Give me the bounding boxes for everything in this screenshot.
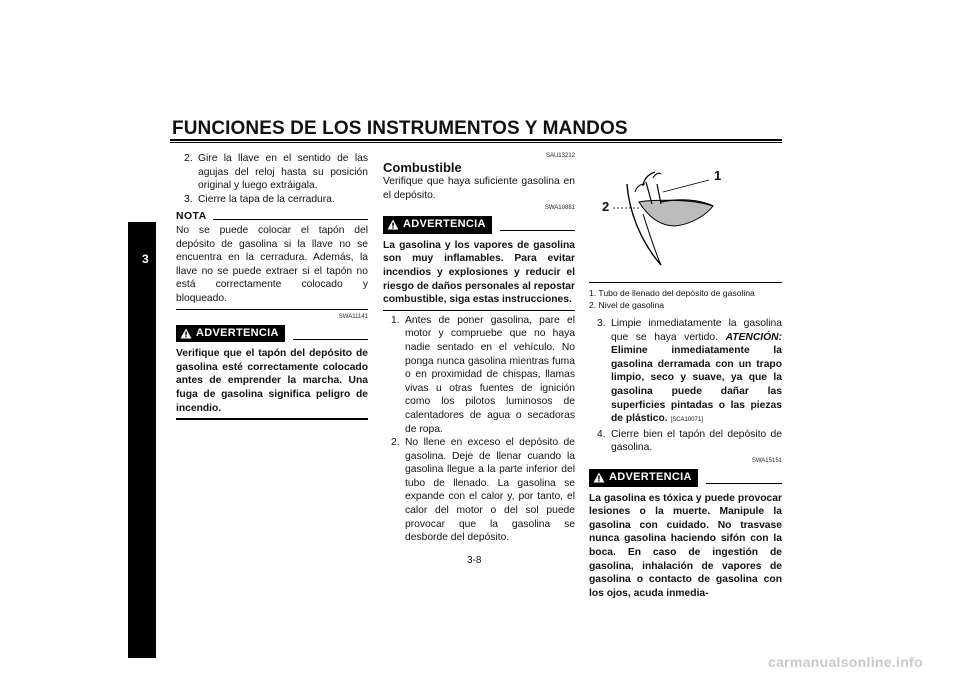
warning-end-rule bbox=[176, 418, 368, 420]
warning-text: La gasolina es tóxica y puede provocar lesiones o la muerte. Manipule la gasolina con cuidado. No trasvase nunca gasolina haciendo sifón con la boca. En caso de ingestión de gasolina, inhalación de vapores de gasolina o contacto de gasolina con los ojos, acuda inmedia- bbox=[589, 492, 782, 599]
step-number: 3. bbox=[597, 318, 606, 329]
section-code: SAU13212 bbox=[545, 153, 575, 159]
column-3 bbox=[589, 152, 782, 600]
warning-badge bbox=[589, 469, 698, 487]
step-2 bbox=[383, 436, 575, 545]
nota-heading bbox=[176, 210, 368, 224]
step-text bbox=[611, 317, 782, 428]
step-number: 1. bbox=[391, 314, 400, 326]
warning-text: La gasolina y los vapores de gasolina son muy inflamables. Para evitar incendios y explosiones y reducir el riesgo de daños personales al repostar combustible, siga estas instrucciones. bbox=[383, 239, 575, 306]
attention-label: ATENCIÓN: bbox=[725, 331, 782, 343]
warning-rule bbox=[706, 483, 782, 484]
warning-heading bbox=[383, 216, 575, 234]
warning-label: ADVERTENCIA bbox=[609, 470, 692, 483]
column-2 bbox=[383, 152, 575, 545]
watermark: carmanualsonline.info bbox=[768, 654, 923, 670]
warning-rule bbox=[500, 230, 575, 231]
step-number: 2. bbox=[391, 437, 400, 449]
warning-heading bbox=[176, 325, 368, 343]
step-4 bbox=[589, 428, 782, 455]
warning-badge bbox=[383, 216, 492, 234]
nota-label: NOTA bbox=[176, 210, 207, 223]
attention-code: [SCA10071] bbox=[670, 417, 703, 424]
warning-triangle-icon bbox=[593, 472, 605, 483]
nota-end-rule bbox=[176, 309, 368, 310]
chapter-number: 3 bbox=[142, 252, 149, 266]
step-text: Cierre bien el tapón del depósito de gasolina. bbox=[611, 428, 782, 454]
caption-2: 2. Nivel de gasolina bbox=[589, 300, 665, 310]
step-text: Antes de poner gasolina, pare el motor y compruebe que no haya nadie sentado en el vehículo. No ponga nunca gasolina mientras fuma o en proximidad de chispas, llamas vivas u otras fuentes de ignición como los pilotos luminosos de calentadores de agua o secadoras de ropa. bbox=[405, 314, 575, 435]
warning-code: SWA15151 bbox=[751, 457, 782, 464]
step-text: No llene en exceso el depósito de gasolina. Deje de llenar cuando la gasolina llegue a la parte inferior del tubo de llenado. La gasolina se expande con el calor y, por tanto, el calor del motor o del sol puede provocar que la gasolina se desborde del depósito. bbox=[405, 437, 575, 544]
step-number: 2. bbox=[184, 153, 193, 164]
warning-end-rule bbox=[383, 310, 575, 311]
step-2 bbox=[176, 152, 368, 193]
figure-label-2: 2 bbox=[602, 199, 610, 214]
step-number: 3. bbox=[184, 193, 193, 205]
warning-text: Verifique que el tapón del depósito de gasolina esté correctamente colocado antes de emprender la marcha. Una fuga de gasolina significa peligro de incendio. bbox=[176, 348, 368, 414]
caption-rule bbox=[589, 282, 782, 283]
nota-rule bbox=[213, 219, 368, 220]
step-3 bbox=[589, 317, 782, 428]
figure-label-1: 1 bbox=[714, 168, 722, 183]
step-text: Cierre la tapa de la cerradura. bbox=[198, 193, 335, 205]
section-intro: Verifique que haya suficiente gasolina en el depósito. bbox=[383, 176, 575, 201]
warning-label: ADVERTENCIA bbox=[403, 218, 486, 231]
step-text: Gire la llave en el sentido de las agujas del reloj hasta su posición original y luego extráigala. bbox=[198, 153, 368, 192]
warning-triangle-icon bbox=[387, 219, 399, 230]
attention-text: Elimine inmediatamente la gasolina derramada con un trapo limpio, seco y suave, ya que la gasolina puede dañar las superficies pintadas o las piezas de plástico. bbox=[611, 345, 782, 425]
header-rule-thin bbox=[170, 142, 782, 143]
warning-badge bbox=[176, 325, 285, 343]
page-number: 3-8 bbox=[467, 555, 482, 566]
warning-rule bbox=[293, 339, 368, 340]
step-1 bbox=[383, 314, 575, 436]
page-title: FUNCIONES DE LOS INSTRUMENTOS Y MANDOS bbox=[172, 118, 628, 139]
column-1 bbox=[176, 152, 368, 423]
header-rule bbox=[170, 139, 782, 141]
step-3-text: Limpie inmediatamente la gasolina que se haya vertido. bbox=[611, 318, 782, 343]
caption-1: 1. Tubo de llenado del depósito de gasolina bbox=[589, 288, 755, 298]
fuel-tank-illustration bbox=[589, 152, 782, 280]
chapter-tab bbox=[128, 222, 156, 658]
section-title: Combustible bbox=[383, 160, 462, 175]
warning-code: SWA10881 bbox=[544, 205, 575, 212]
warning-heading bbox=[589, 469, 782, 487]
fuel-level-figure bbox=[589, 152, 782, 280]
step-number: 4. bbox=[597, 428, 606, 440]
warning-label: ADVERTENCIA bbox=[196, 326, 279, 339]
nota-text: No se puede colocar el tapón del depósito de gasolina si la llave no se encuentra en la cerradura. Además, la llave no se puede extraer si el tapón no está correctamente colocado y bloqueado. bbox=[176, 224, 368, 304]
warning-code: SWA11141 bbox=[338, 313, 368, 320]
warning-triangle-icon bbox=[180, 328, 192, 339]
step-3 bbox=[176, 193, 368, 207]
